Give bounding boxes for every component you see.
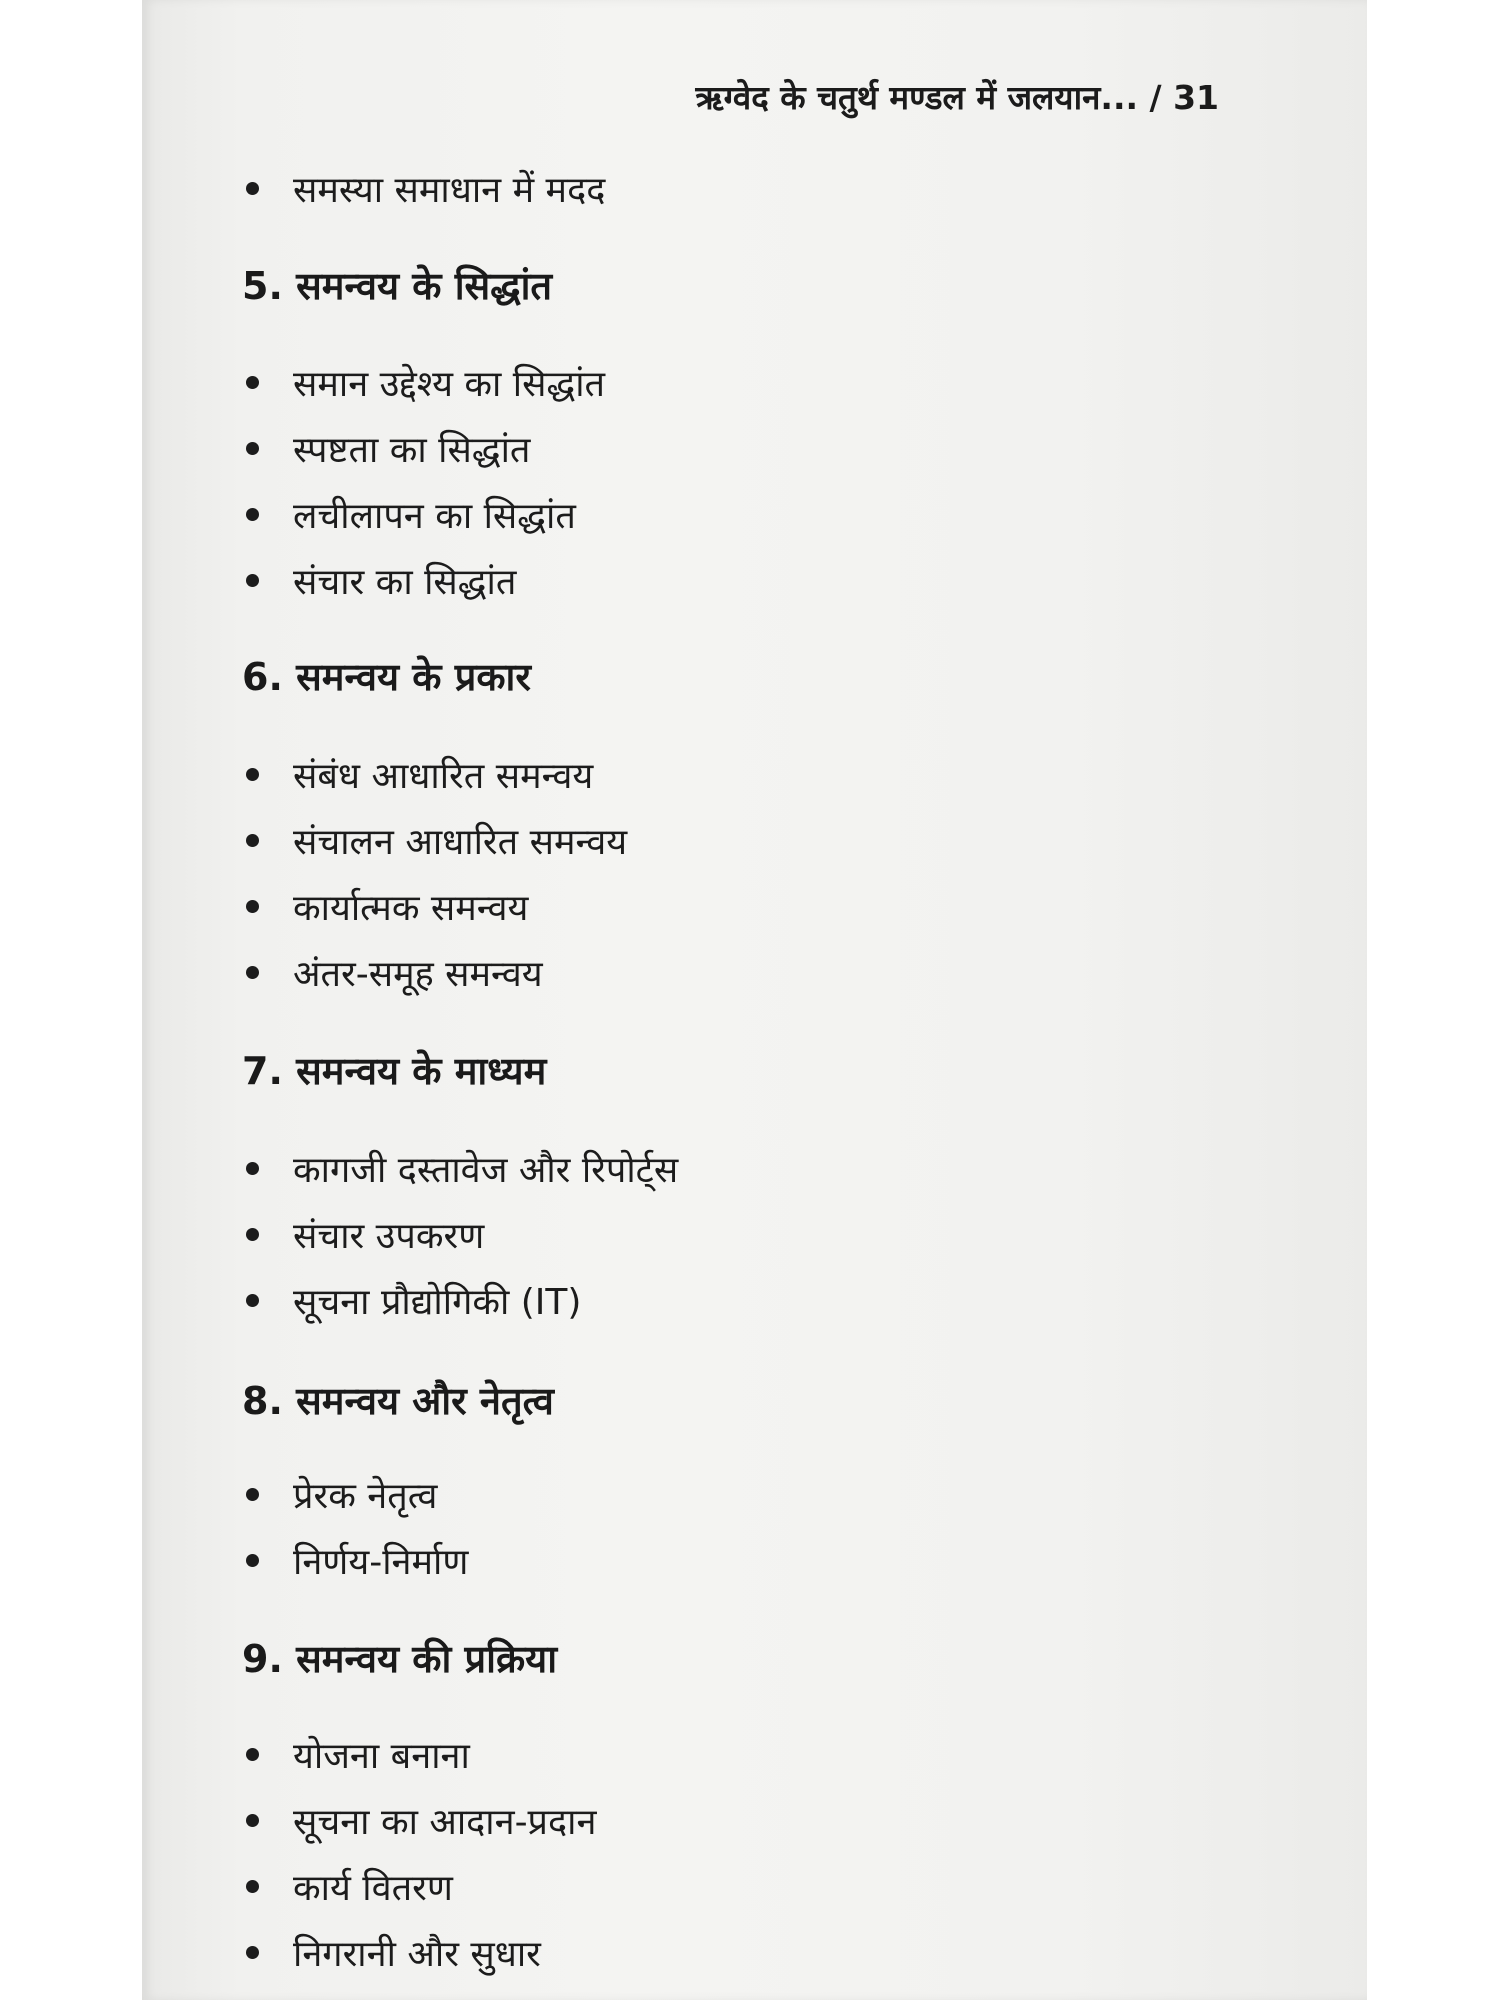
list-item <box>242 358 605 407</box>
section-heading: 9. समन्वय की प्रक्रिया <box>242 1637 558 1681</box>
list-item <box>242 1928 541 1977</box>
bullet-icon <box>246 1814 259 1827</box>
list-item-text: सूचना प्रौद्योगिकी (IT) <box>293 1282 582 1323</box>
bullet-icon <box>246 1162 259 1175</box>
list-item-text: कागजी दस्तावेज और रिपोर्ट्स <box>293 1150 679 1191</box>
bullet-icon <box>246 1228 259 1241</box>
list-item-text: कार्य वितरण <box>293 1868 453 1909</box>
list-item <box>242 882 528 931</box>
list-item-text: समान उद्देश्य का सिद्धांत <box>293 364 606 405</box>
running-header: ऋग्वेद के चतुर्थ मण्डल में जलयान... / 31 <box>695 78 1219 117</box>
list-item <box>242 556 516 605</box>
bullet-icon <box>246 834 259 847</box>
list-item <box>242 948 543 997</box>
list-item <box>242 1470 437 1519</box>
bullet-icon <box>246 508 259 521</box>
list-item <box>242 1276 581 1325</box>
list-item-text: लचीलापन का सिद्धांत <box>293 496 576 537</box>
list-item <box>242 1796 596 1845</box>
list-item-text: प्रेरक नेतृत्व <box>293 1476 438 1517</box>
list-item <box>242 1536 468 1585</box>
section-heading: 7. समन्वय के माध्यम <box>242 1049 547 1093</box>
section-heading: 6. समन्वय के प्रकार <box>242 655 531 699</box>
list-item <box>242 1210 484 1259</box>
list-item <box>242 1862 453 1911</box>
list-item-text: संचालन आधारित समन्वय <box>293 822 628 863</box>
list-item-text: अंतर-समूह समन्वय <box>293 954 543 995</box>
list-item <box>242 164 605 213</box>
list-item-text: संचार उपकरण <box>293 1216 485 1257</box>
list-item <box>242 490 576 539</box>
list-item-text: योजना बनाना <box>293 1736 470 1777</box>
bullet-icon <box>246 1748 259 1761</box>
list-item-text: स्पष्टता का सिद्धांत <box>293 430 531 471</box>
list-item-text: संबंध आधारित समन्वय <box>293 756 594 797</box>
list-item <box>242 1730 470 1779</box>
list-item <box>242 1144 678 1193</box>
list-item <box>242 750 593 799</box>
list-item-text: सूचना का आदान-प्रदान <box>293 1802 597 1843</box>
bullet-icon <box>246 1294 259 1307</box>
bullet-icon <box>246 1946 259 1959</box>
list-item-text: निर्णय-निर्माण <box>293 1542 469 1583</box>
list-item-text: कार्यात्मक समन्वय <box>293 888 529 929</box>
list-item <box>242 424 530 473</box>
bullet-icon <box>246 1554 259 1567</box>
bullet-icon <box>246 182 259 195</box>
list-item-text: संचार का सिद्धांत <box>293 562 517 603</box>
bullet-icon <box>246 768 259 781</box>
bullet-icon <box>246 442 259 455</box>
list-item-text: निगरानी और सुधार <box>293 1934 541 1975</box>
bullet-icon <box>246 1488 259 1501</box>
list-item <box>242 816 627 865</box>
bullet-icon <box>246 376 259 389</box>
list-item-text: समस्या समाधान में मदद <box>293 170 606 211</box>
book-page <box>142 0 1367 2000</box>
section-heading: 5. समन्वय के सिद्धांत <box>242 264 553 308</box>
bullet-icon <box>246 900 259 913</box>
bullet-icon <box>246 574 259 587</box>
bullet-icon <box>246 1880 259 1893</box>
bullet-icon <box>246 966 259 979</box>
section-heading: 8. समन्वय और नेतृत्व <box>242 1379 554 1423</box>
